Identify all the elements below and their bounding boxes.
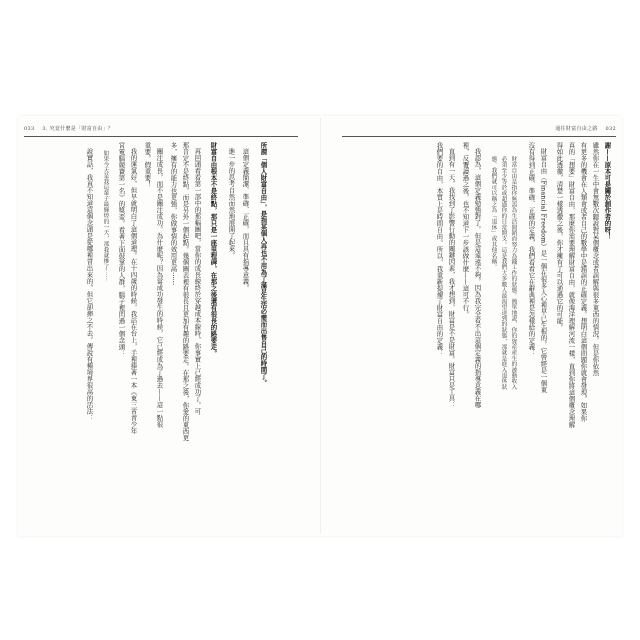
right-book-title: 通往財富自由之路	[555, 126, 598, 132]
right-col-8: 我認為，這個定義勉強對了。但是這遠遠不夠。因為我完全看不出這個定義的指導意義在哪	[473, 148, 482, 408]
right-header-rule	[342, 136, 616, 137]
right-quote-2: 必須至少等於或超過你的日常開支。這是我們大多數人最渴望達到的狀態，那就是進入退休狀	[500, 156, 507, 390]
left-chapter-title: 3. 究竟什麼是「財富自由」？	[42, 126, 114, 132]
left-col-4: 財富自由根本不是終點，那只是一座里程碑，在那之後還有很長的路要走。	[209, 142, 218, 357]
left-col-9: 重要。假重要！	[143, 142, 152, 188]
right-col-3: 有更多的機會在人類會或者自己的數學中是錯誤的正確定義。想明白這個問題你就會發現，如果你	[579, 142, 588, 422]
right-page-number: 032	[605, 126, 616, 132]
right-col-9: 裡，反覆讀過之後，也不知道下一步該做什麼——這可不行。	[461, 142, 470, 318]
left-col-1: 所謂「個人財富自由」，是指某個人再也不用為了滿足生活必需而出售自己的時間了。	[259, 142, 268, 386]
right-col-11: 我們要的自由，本質上是時間自由。所以，我重新提煉了財富自由的定義：	[435, 142, 444, 357]
right-col-6: 財富自由（Financial Freedom）是一個在很多人心裡早已生根的。它曾經是一個東	[539, 148, 548, 393]
left-header-rule	[24, 136, 298, 137]
left-quote: 如果今天是我這輩子最輝煌的一天，那我就慘了⋯⋯	[102, 150, 109, 282]
right-col-4: 真的「想要」財富自由，那麼你需要理解財富自由，就像海洋理解河流一樣，直到你將這個概念理解	[567, 142, 576, 428]
left-col-10: 我的運氣好，但早就明白了這個道理。在十四歲的時候，我站在台上，手裡捧著一本《東三省青少年	[129, 148, 138, 434]
right-quote-1: 財富自由是指你無需為生活開銷而努力為錢工作的狀態。簡單地說，你的資產產生的被動收入	[510, 156, 517, 390]
left-page-number: 033	[24, 126, 35, 132]
left-running-head	[24, 125, 113, 132]
left-col-6: 那肯定不是終點，而是另外一個起點。幾個圖表裡有很長且更加有趣的路要走。在那之後，你愛的東西更	[181, 142, 190, 441]
left-col-11: 宮電腦競賽第一名》的獎盃。看著下面鼓掌的人群，腦子裡閃過一個念頭：	[117, 142, 126, 357]
right-col-7: 沒有得到正確、準確、正確的定義，我們看看它在辭典裡是怎樣給的定義：	[527, 142, 536, 357]
right-col-1: 謝——原本可是關於創作者的呀！	[603, 142, 612, 240]
left-col-7: 多，擁有的能力也更強，你做事情的效用更高⋯⋯	[169, 142, 178, 285]
right-col-10: 直到有一天，我找到了影響行動的關鍵因素，我才想到，財富是不是財富。財富只是工具：	[447, 148, 456, 408]
left-col-12: 說實話，我真不知道這個念頭是從哪裡冒出來的，但它卻揮之不去。傳說有種境界很高的活法：	[85, 148, 94, 421]
left-col-2: 這個定義簡潔、準確、正確，而且具有指導意義。	[241, 148, 250, 291]
right-running-head	[555, 125, 616, 132]
right-col-2: 雖然你在一生中會無數次聽說對某個概念或者誤解與很多東西的情況，但是你依然	[591, 142, 600, 376]
right-col-5: 得如此透徹，清楚一樣透徹之後，你才擁有了可以通過它的可能。	[555, 142, 564, 331]
left-col-3: 進一步的思考自然而然地展開了起來。	[227, 148, 236, 259]
left-col-8: 關注成長，而不是關注成功。為什麼呢？因為當成功發生的時候，它已經成為了過去——這一點很	[155, 148, 164, 428]
book-gutter	[320, 118, 321, 534]
left-col-5: 再回頭看看第一部中的那幅圖吧，當你的成長線終於穿越成本線時，你事實上已經成功了。可	[193, 148, 202, 415]
right-quote-3: 態。我們就可以稱之為「退休」或其他名稱。	[490, 156, 497, 270]
